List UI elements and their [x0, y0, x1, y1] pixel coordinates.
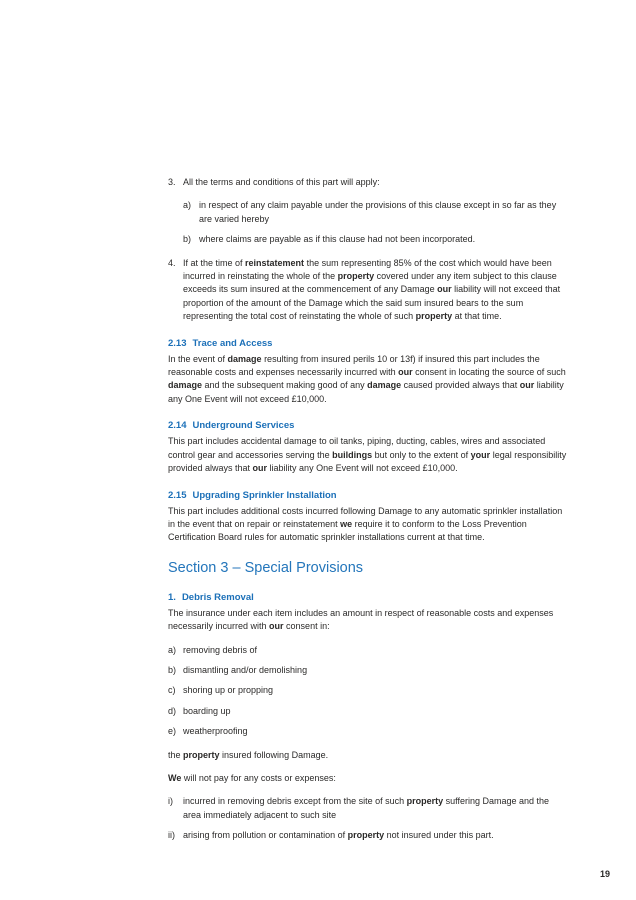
clause-heading-2-14: [168, 419, 569, 432]
clause-body-2-14: This part includes accidental damage to oil tanks, piping, ducting, cables, wires and associated control gear and accessories serving the buildings but only to the extent of your legal responsibility provided always that our liability any One Event will not exceed £10,000.: [168, 436, 567, 474]
page-number: 19: [599, 869, 610, 879]
debris-intro: The insurance under each item includes an amount in respect of reasonable costs and expenses necessarily incurred with our consent in:: [168, 607, 554, 632]
debris-after-list: the property insured following Damage.: [168, 749, 329, 760]
list-item-marker: c): [168, 685, 176, 696]
clause-title: Debris Removal: [181, 591, 254, 603]
clause-body-2-15: This part includes additional costs incurred following Damage to any automatic sprinkler installation in the event that on repair or reinstatement we require it to conform to the Loss Prevention Certification Board rules for automatic sprinkler installations current at that time.: [168, 505, 563, 543]
list-item-text: removing debris of: [183, 644, 258, 655]
sub-item-text: where claims are payable as if this clause had not been incorporated.: [199, 234, 476, 245]
list-item: [168, 725, 569, 738]
list-item-marker: e): [168, 726, 177, 737]
list-item: [168, 795, 569, 822]
list-item-text: incurred in removing debris except from the site of such property suffering Damage and the area immediately adjacent to such site: [183, 796, 550, 820]
clause-title: Trace and Access: [192, 337, 273, 349]
list-item-text: arising from pollution or contamination of property not insured under this part.: [183, 830, 494, 841]
list-item: [168, 705, 569, 718]
debris-exclusion-intro: We will not pay for any costs or expenses:: [168, 772, 336, 783]
list-item: [168, 664, 569, 677]
clause-number: 2.15: [168, 489, 187, 501]
list-item-marker: ii): [168, 830, 175, 841]
lettered-list: [168, 644, 569, 739]
item-text: All the terms and conditions of this part will apply:: [183, 177, 380, 187]
clause-heading-debris-removal: [168, 591, 569, 604]
list-item-marker: a): [168, 644, 177, 655]
clause-number: 2.13: [168, 337, 187, 349]
sub-item-marker: a): [183, 200, 192, 211]
clause-title: Underground Services: [192, 420, 295, 432]
sub-item-marker: b): [183, 234, 192, 245]
list-item-text: shoring up or propping: [183, 685, 274, 696]
sub-item-text: in respect of any claim payable under the provisions of this clause except in so far as they are varied hereby: [199, 200, 557, 224]
page-content: [168, 176, 569, 853]
item-number: 3.: [168, 177, 176, 187]
item-text: If at the time of reinstatement the sum representing 85% of the cost which would have been incurred in reinstating the whole of the property covered under any item subject to this clause exceeds its sum insured at the commencement of any Damage our liability will not exceed that proportion of the amount of the Damage which the said sum insured bears to the sum representing the total cost of reinstating the whole of such property at that time.: [183, 257, 561, 322]
clause-title: Upgrading Sprinkler Installation: [192, 489, 337, 501]
list-item-text: boarding up: [183, 705, 231, 716]
clause-body-2-13: In the event of damage resulting from insured perils 10 or 13f) if insured this part includes the reasonable costs and expenses necessarily incurred with our consent in locating the source of such damage and the subsequent making good of any damage caused provided always that our liability any One Event will not exceed £10,000.: [168, 353, 566, 404]
list-item: [168, 829, 569, 842]
list-item-marker: d): [168, 705, 177, 716]
roman-list: [168, 795, 569, 842]
clause-number: 1.: [168, 591, 176, 603]
clause-number: 2.14: [168, 420, 187, 432]
clause-heading-2-15: [168, 489, 569, 502]
list-item-text: weatherproofing: [183, 726, 248, 737]
list-item: [168, 644, 569, 657]
numbered-item-4: [168, 257, 569, 324]
sub-item-b: [183, 233, 569, 246]
list-item-marker: i): [168, 796, 173, 807]
list-item-text: dismantling and/or demolishing: [183, 664, 308, 675]
list-item: [168, 684, 569, 697]
numbered-item-3: [168, 176, 569, 247]
item-number: 4.: [168, 257, 176, 268]
section-title: Section 3 – Special Provisions: [168, 559, 364, 576]
list-item-marker: b): [168, 664, 177, 675]
clause-heading-2-13: [168, 337, 569, 350]
sub-item-a: [183, 199, 569, 226]
